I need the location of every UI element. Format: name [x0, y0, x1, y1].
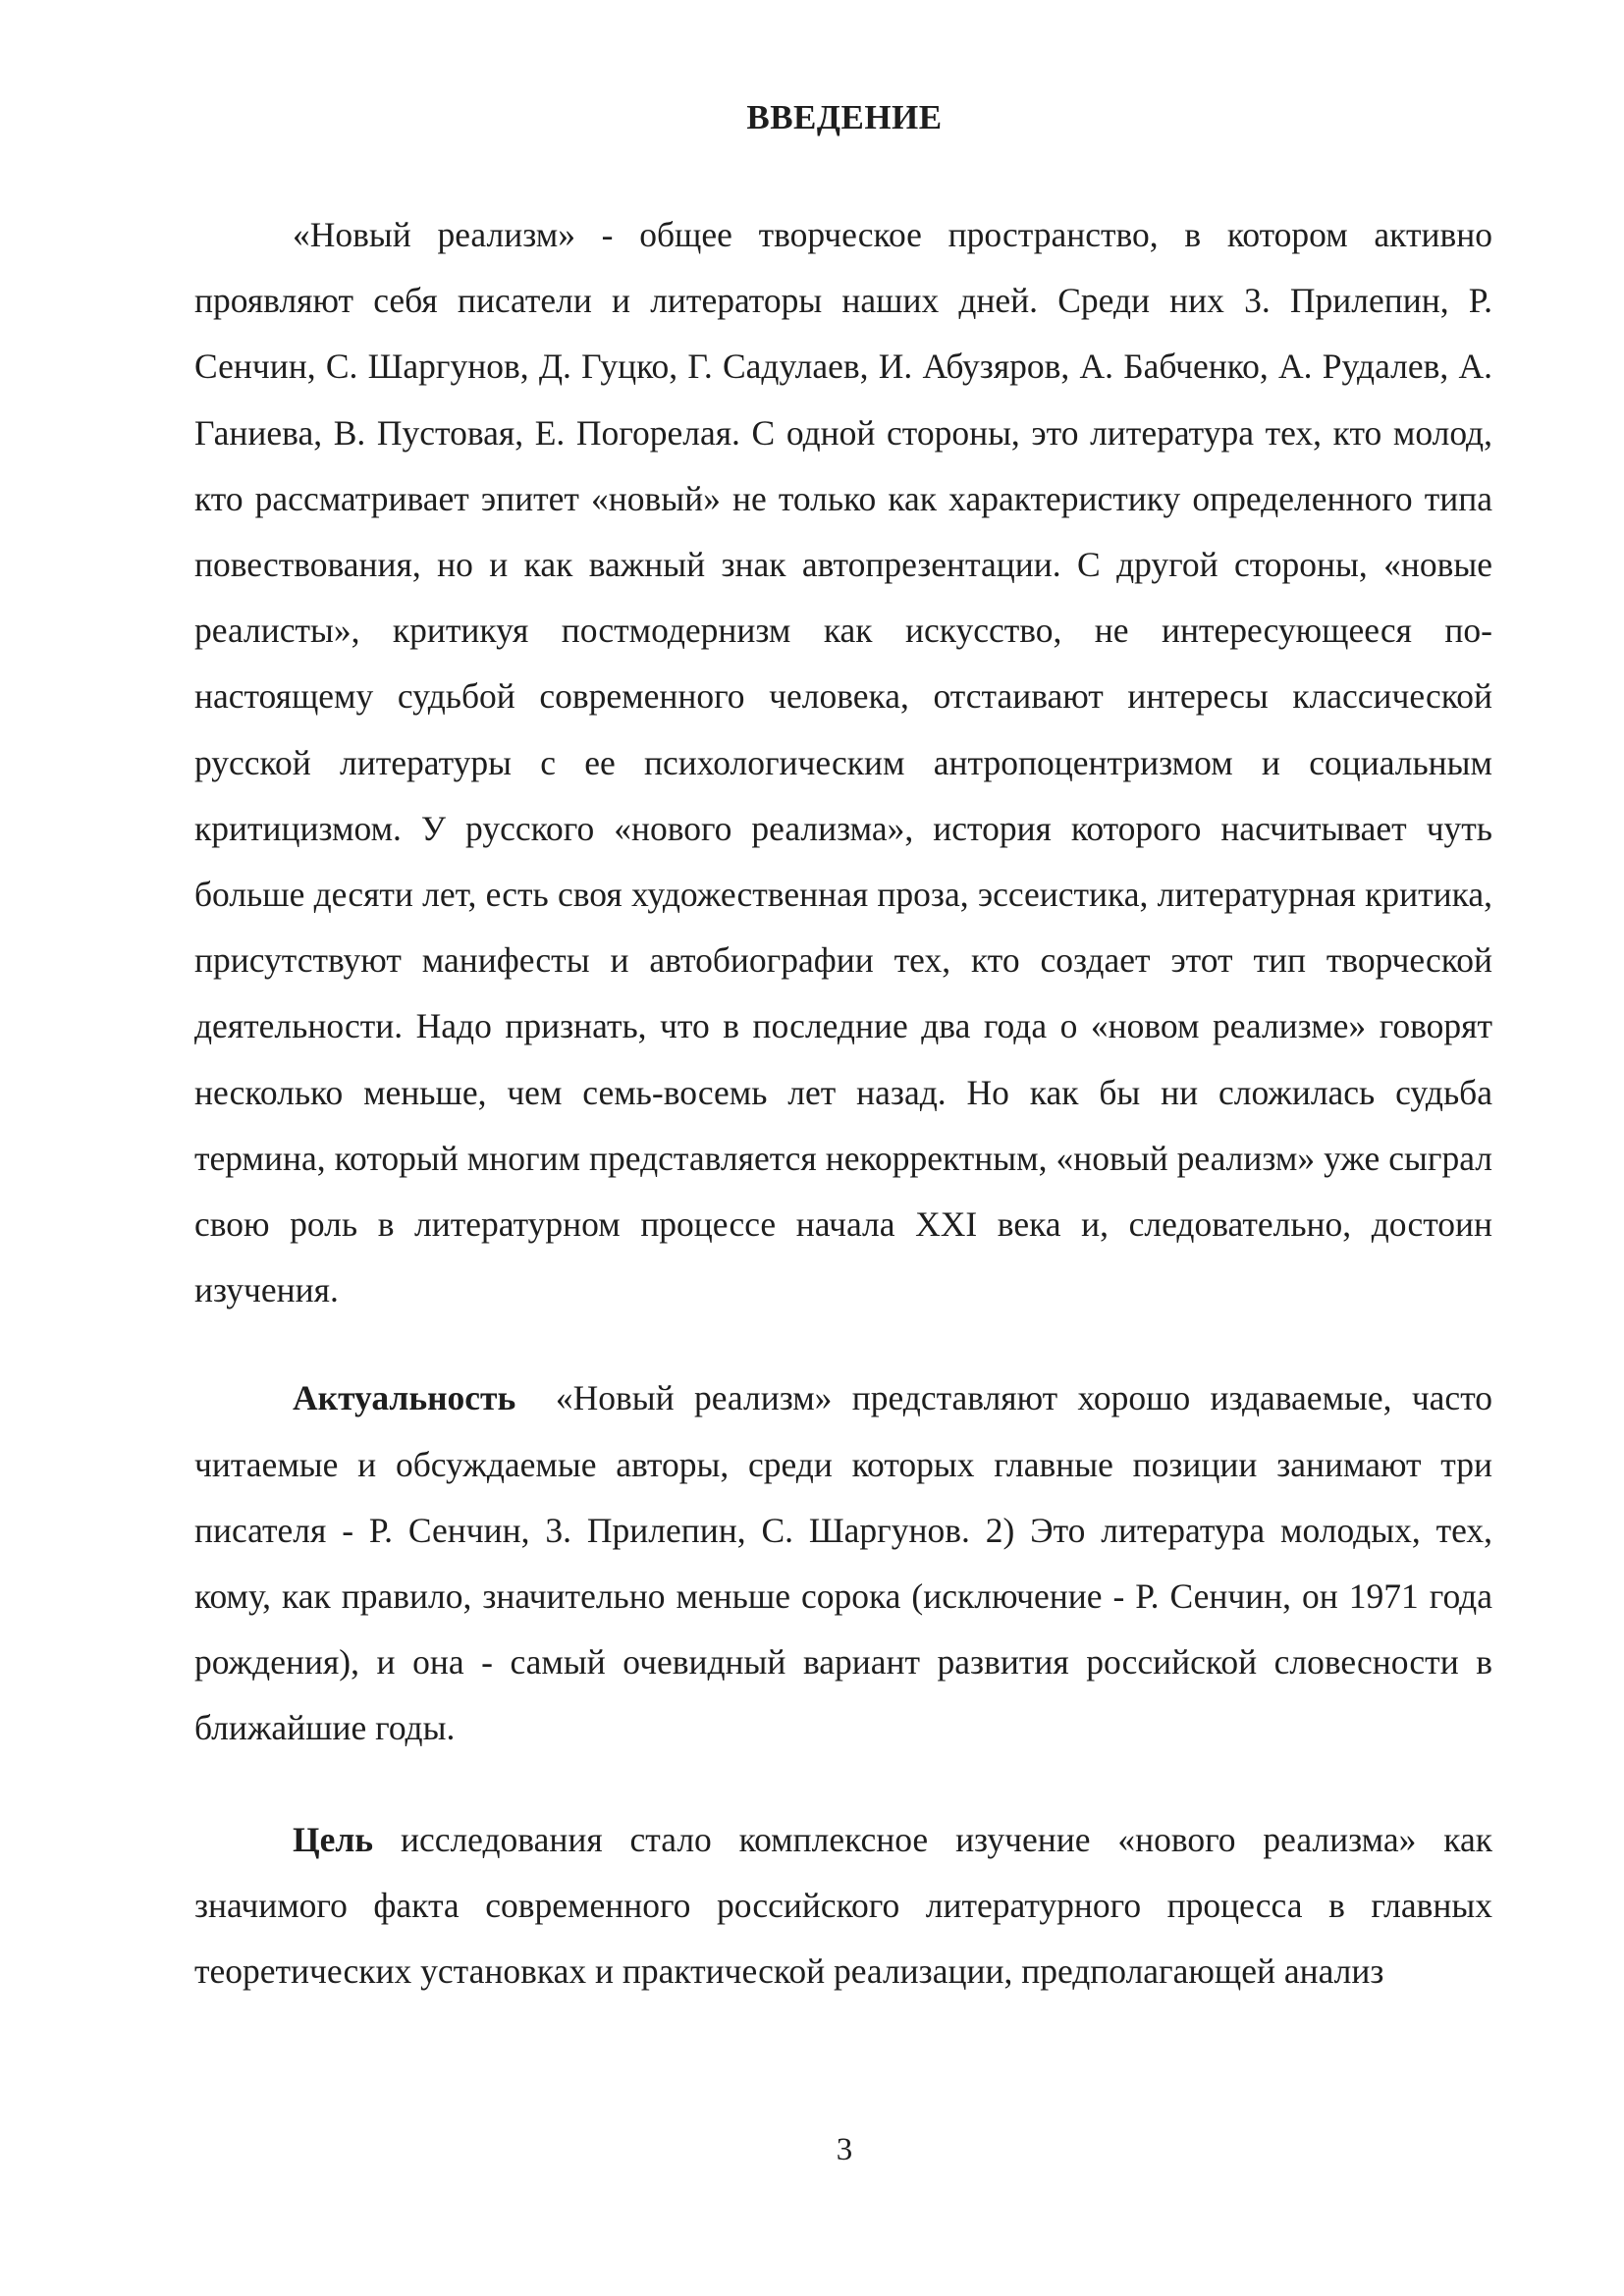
document-body [194, 202, 1492, 2004]
paragraph-text: исследования стало комплексное изучение «нового реализма» как значимого факта современного российского литературного процесса в главных теоретических установках и практической реализации, предполагающей анализ [194, 1819, 1492, 1992]
paragraph-text: «Новый реализм» представляют хорошо издаваемые, часто читаемые и обсуждаемые авторы, среди которых главные позиции занимают три писателя - Р. Сенчин, 3. Прилепин, С. Шаргунов. 2) Это литература молодых, тех, кому, как правило, значительно меньше сорока (исключение - Р. Сенчин, он 1971 года рождения), и она - самый очевидный вариант развития российской словесности в ближайшие годы. [194, 1378, 1492, 1748]
paragraph-goal [194, 1807, 1492, 2005]
paragraph-lead: Актуальность [293, 1378, 516, 1418]
paragraph-relevance [194, 1365, 1492, 1761]
paragraph-lead: Цель [293, 1819, 374, 1859]
paragraph-introduction [194, 202, 1492, 1323]
section-heading: ВВЕДЕНИЕ [746, 98, 943, 136]
page-number: 3 [836, 2132, 853, 2167]
paragraph-text: «Новый реализм» - общее творческое пространство, в котором активно проявляют себя писатели и литераторы наших дней. Среди них 3. Прилепин, Р. Сенчин, С. Шаргунов, Д. Гуцко, Г. Садулаев, И. Абузяров, А. Бабченко, А. Рудалев, А. Ганиева, В. Пустовая, Е. Погорелая. С одной стороны, это литература тех, кто молод, кто рассматривает эпитет «новый» не только как характеристику определенного типа повествования, но и как важный знак автопрезентации. С другой стороны, «новые реалисты», критикуя постмодернизм как искусство, не интересующееся по-настоящему судьбой современного человека, отстаивают интересы классической русской литературы с ее психологическим антропоцентризмом и социальным критицизмом. У русского «нового реализма», история которого насчитывает чуть больше десяти лет, есть своя художественная проза, эссеистика, литературная критика, присутствуют манифесты и автобиографии тех, кто создает этот тип творческой деятельности. Надо признать, что в последние два года о «новом реализме» говорят несколько меньше, чем семь-восемь лет назад. Но как бы ни сложилась судьба термина, который многим представляется некорректным, «новый реализм» уже сыграл свою роль в литературном процессе начала XXI века и, следовательно, достоин изучения. [194, 215, 1492, 1310]
